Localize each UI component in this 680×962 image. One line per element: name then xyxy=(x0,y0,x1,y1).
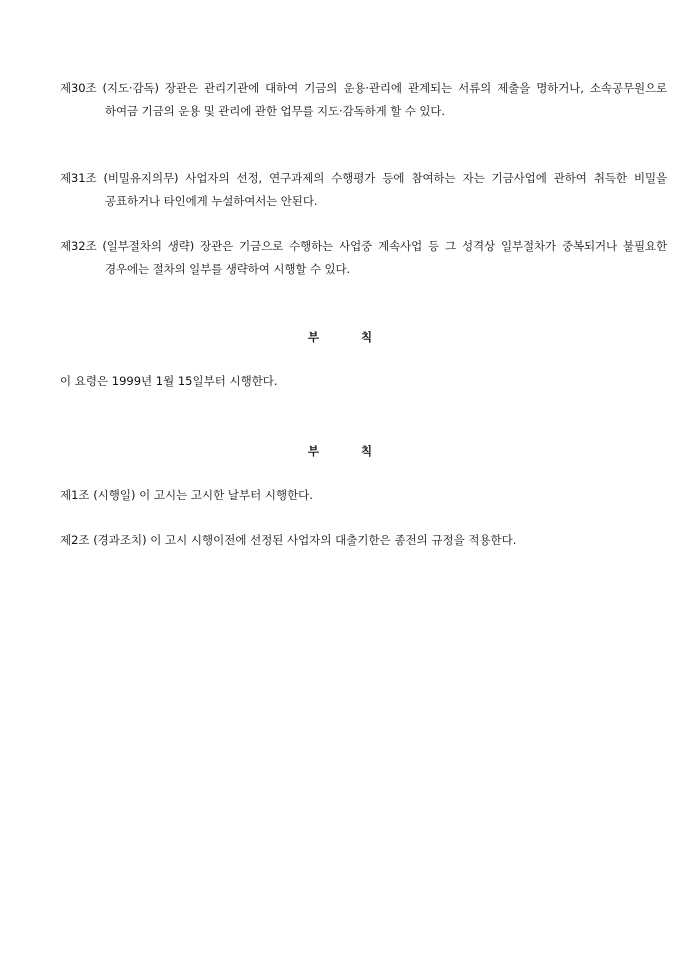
article-30: 제30조 (지도·감독) 장관은 관리기관에 대하여 기금의 운용·관리에 관계되는 서류의 제출을 명하거나, 소속공무원으로 하여금 기금의 운용 및 관리에 관한 업무를 지도·감독하게 할 수 있다. xyxy=(60,81,667,118)
addenda-effective-date: 이 요령은 1999년 1월 15일부터 시행한다. xyxy=(60,374,278,388)
article-31: 제31조 (비밀유지의무) 사업자의 선정, 연구과제의 수행평가 등에 참여하는 자는 기금사업에 관하여 취득한 비밀을 공표하거나 타인에게 누설하여서는 안된다. xyxy=(60,171,667,208)
addenda-heading: 부 칙 xyxy=(307,330,373,344)
addenda-heading-second: 부 칙 xyxy=(307,444,373,458)
addenda-article-1: 제1조 (시행일) 이 고시는 고시한 날부터 시행한다. xyxy=(60,488,313,502)
article-32: 제32조 (일부절차의 생략) 장관은 기금으로 수행하는 사업중 계속사업 등 그 성격상 일부절차가 중복되거나 불필요한 경우에는 절차의 일부를 생략하여 시행할 수 있다. xyxy=(60,239,667,276)
addenda-article-2: 제2조 (경과조치) 이 고시 시행이전에 선정된 사업자의 대출기한은 종전의 규정을 적용한다. xyxy=(60,533,517,547)
